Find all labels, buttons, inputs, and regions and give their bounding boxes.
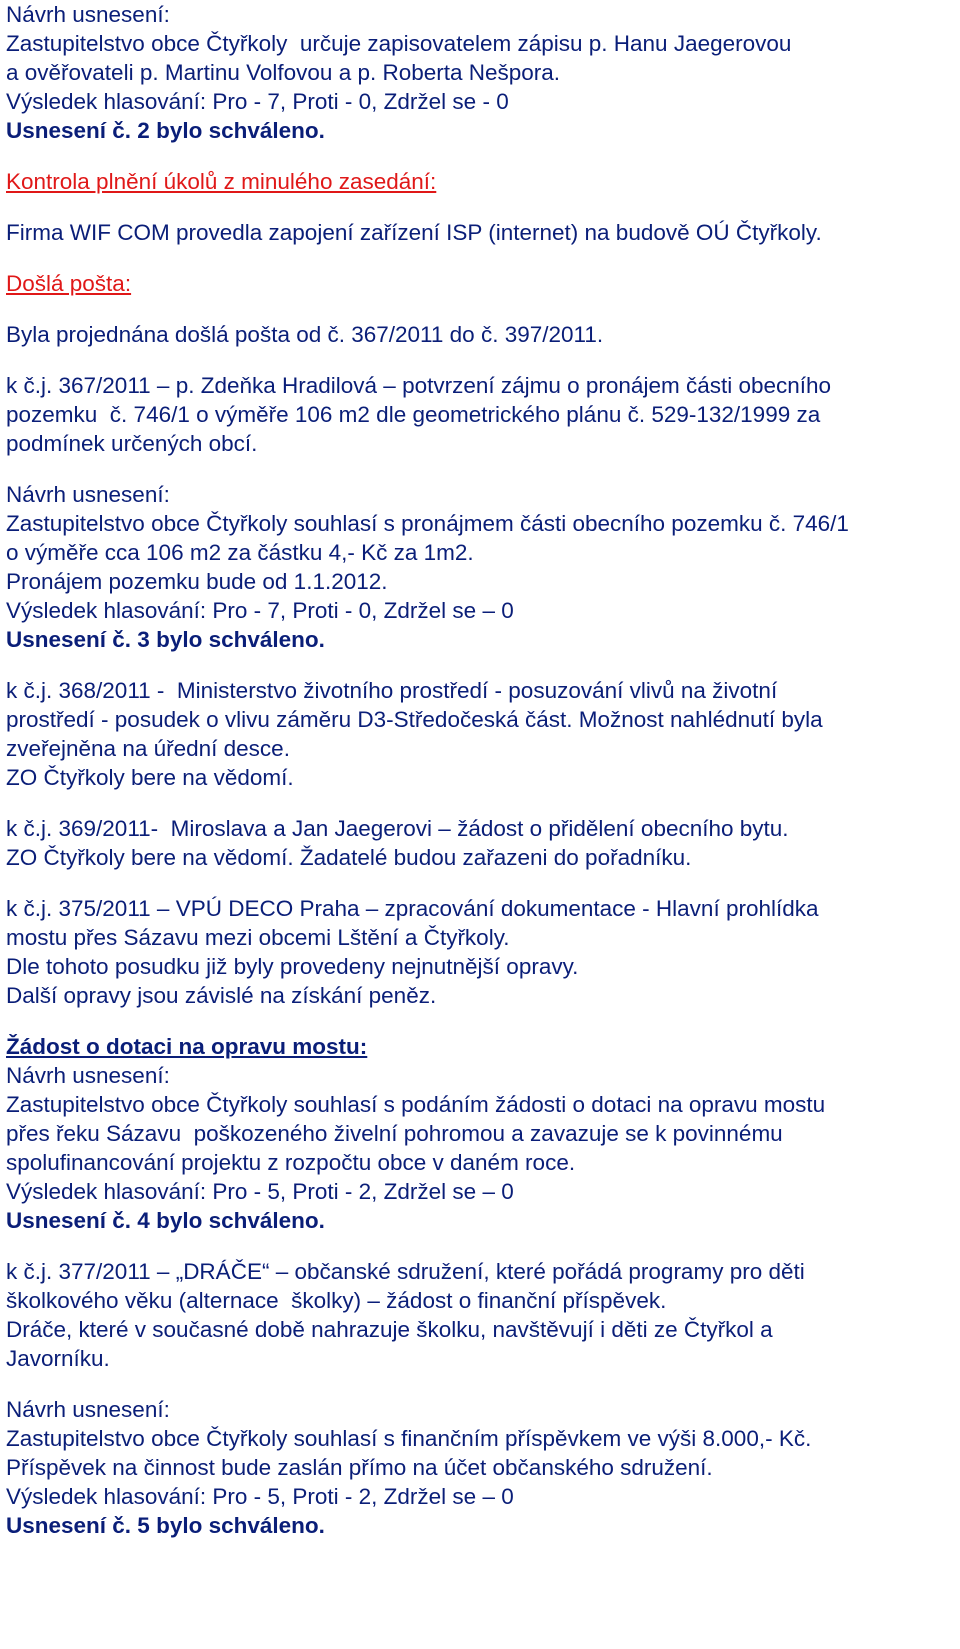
resolution-text-line: přes řeku Sázavu poškozeného živelní pohromou a zavazuje se k povinnému: [6, 1121, 783, 1146]
item-line: Další opravy jsou závislé na získání peněz.: [6, 983, 437, 1008]
vote-result-line: Výsledek hlasování: Pro - 5, Proti - 2, Zdržel se – 0: [6, 1179, 514, 1204]
item-line: mostu přes Sázavu mezi obcemi Lštění a Čtyřkoly.: [6, 925, 510, 950]
resolution-approved: Usnesení č. 3 bylo schváleno.: [6, 627, 325, 652]
item-line: prostředí - posudek o vlivu záměru D3-Středočeská část. Možnost nahlédnutí byla: [6, 707, 823, 732]
paragraph-text: Firma WIF COM provedla zapojení zařízení ISP (internet) na budově OÚ Čtyřkoly.: [6, 220, 822, 245]
resolution-approved: Usnesení č. 4 bylo schváleno.: [6, 1208, 325, 1233]
item-line: k č.j. 377/2011 – „DRÁČE“ – občanské sdružení, které pořádá programy pro děti: [6, 1259, 805, 1284]
resolution-text-line: Zastupitelstvo obce Čtyřkoly souhlasí s podáním žádosti o dotaci na opravu mostu: [6, 1092, 826, 1117]
item-line: k č.j. 368/2011 - Ministerstvo životního prostředí - posuzování vlivů na životní: [6, 678, 778, 703]
document-page: [6, 0, 956, 1540]
item-line: zveřejněna na úřední desce.: [6, 736, 290, 761]
item-line: ZO Čtyřkoly bere na vědomí.: [6, 765, 294, 790]
resolution-text-line: Zastupitelstvo obce Čtyřkoly souhlasí s pronájmem části obecního pozemku č. 746/1: [6, 511, 849, 536]
section-heading-kontrola: Kontrola plnění úkolů z minulého zasedání:: [6, 169, 437, 194]
item-line: podmínek určených obcí.: [6, 431, 258, 456]
resolution-text-line: o výměře cca 106 m2 za částku 4,- Kč za 1m2.: [6, 540, 474, 565]
vote-result-line: Výsledek hlasování: Pro - 5, Proti - 2, Zdržel se – 0: [6, 1484, 514, 1509]
navrh-usneseni-label: Návrh usnesení:: [6, 2, 170, 27]
resolution-text-line: Zastupitelstvo obce Čtyřkoly souhlasí s finančním příspěvkem ve výši 8.000,- Kč.: [6, 1426, 812, 1451]
resolution-text-line: a ověřovateli p. Martinu Volfovou a p. Roberta Nešpora.: [6, 60, 561, 85]
resolution-text-line: Zastupitelstvo obce Čtyřkoly určuje zapisovatelem zápisu p. Hanu Jaegerovou: [6, 31, 792, 56]
item-line: školkového věku (alternace školky) – žádost o finanční příspěvek.: [6, 1288, 667, 1313]
resolution-text-line: Pronájem pozemku bude od 1.1.2012.: [6, 569, 388, 594]
item-line: Dráče, které v současné době nahrazuje školku, navštěvují i děti ze Čtyřkol a: [6, 1317, 773, 1342]
resolution-text-line: spolufinancování projektu z rozpočtu obce v daném roce.: [6, 1150, 576, 1175]
item-line: k č.j. 375/2011 – VPÚ DECO Praha – zpracování dokumentace - Hlavní prohlídka: [6, 896, 819, 921]
section-heading-posta: Došlá pošta:: [6, 271, 132, 296]
navrh-usneseni-label: Návrh usnesení:: [6, 1397, 170, 1422]
vote-result-line: Výsledek hlasování: Pro - 7, Proti - 0, Zdržel se - 0: [6, 89, 509, 114]
resolution-approved: Usnesení č. 5 bylo schváleno.: [6, 1513, 325, 1538]
item-line: ZO Čtyřkoly bere na vědomí. Žadatelé budou zařazeni do pořadníku.: [6, 845, 692, 870]
resolution-approved: Usnesení č. 2 bylo schváleno.: [6, 118, 325, 143]
navrh-usneseni-label: Návrh usnesení:: [6, 482, 170, 507]
item-line: pozemku č. 746/1 o výměře 106 m2 dle geometrického plánu č. 529-132/1999 za: [6, 402, 821, 427]
section-heading-dotace: Žádost o dotaci na opravu mostu:: [6, 1034, 368, 1059]
navrh-usneseni-label: Návrh usnesení:: [6, 1063, 170, 1088]
vote-result-line: Výsledek hlasování: Pro - 7, Proti - 0, Zdržel se – 0: [6, 598, 514, 623]
paragraph-text: Byla projednána došlá pošta od č. 367/2011 do č. 397/2011.: [6, 322, 604, 347]
item-line: Dle tohoto posudku již byly provedeny nejnutnější opravy.: [6, 954, 579, 979]
item-line: k č.j. 369/2011- Miroslava a Jan Jaegerovi – žádost o přidělení obecního bytu.: [6, 816, 789, 841]
resolution-text-line: Příspěvek na činnost bude zaslán přímo na účet občanského sdružení.: [6, 1455, 713, 1480]
item-line: k č.j. 367/2011 – p. Zdeňka Hradilová – potvrzení zájmu o pronájem části obecního: [6, 373, 832, 398]
item-line: Javorníku.: [6, 1346, 110, 1371]
